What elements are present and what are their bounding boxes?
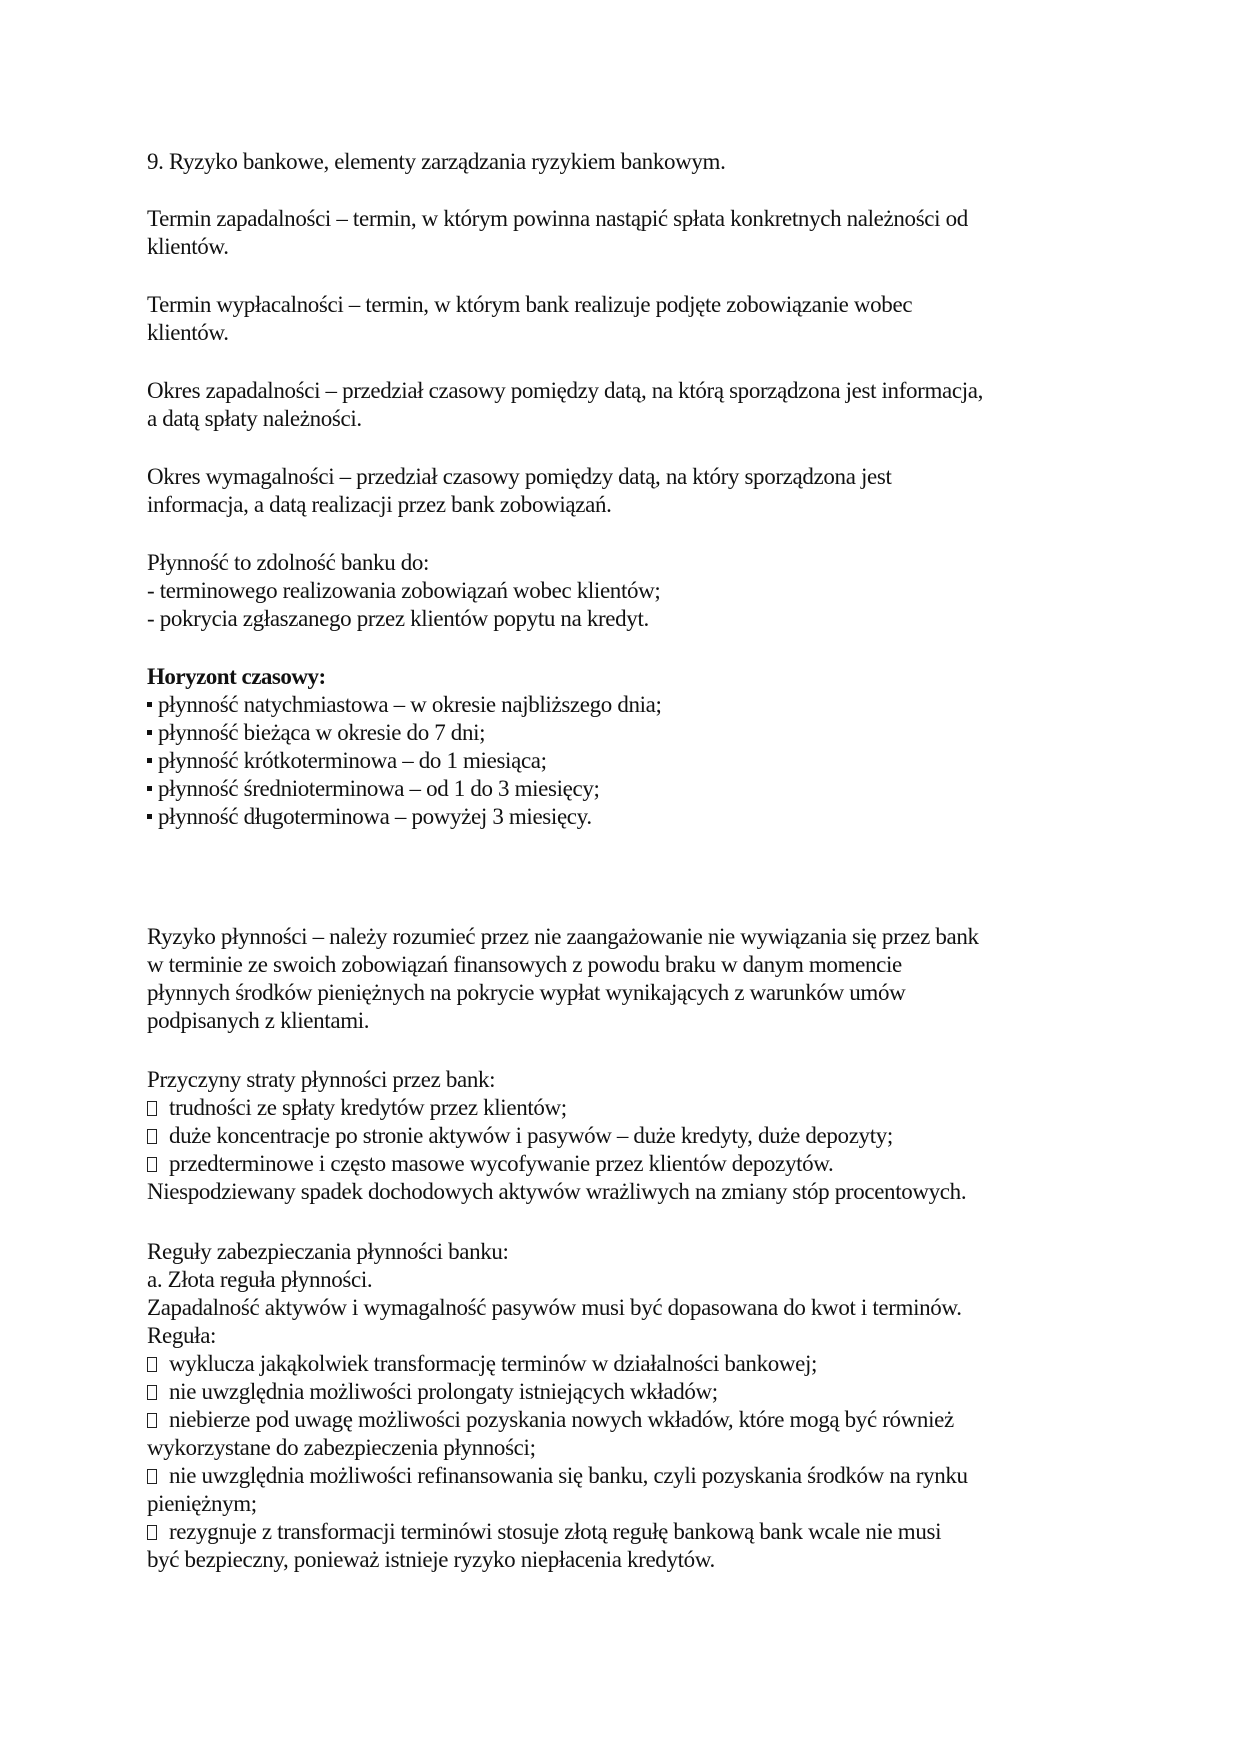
horizon-item xyxy=(147,775,600,803)
rule-item xyxy=(147,1462,968,1490)
checkbox-bullet-icon xyxy=(147,1469,157,1484)
rule-item-text: rezygnuje z transformacji terminówi stosuje złotą regułę bankową bank wcale nie musi xyxy=(169,1519,942,1544)
checkbox-bullet-icon xyxy=(147,1525,157,1540)
rules-subheading: a. Złota reguła płynności. xyxy=(147,1267,373,1292)
definition-line: a datą spłaty należności. xyxy=(147,406,362,431)
liquidity-risk-line: Ryzyko płynności – należy rozumieć przez nie zaangażowanie nie wywiązania się przez bank xyxy=(147,924,979,949)
liquidity-intro: Płynność to zdolność banku do: xyxy=(147,550,430,575)
liquidity-item: - terminowego realizowania zobowiązań wobec klientów; xyxy=(147,578,661,603)
liquidity-risk-line: podpisanych z klientami. xyxy=(147,1008,370,1033)
rules-intro: Reguły zabezpieczania płynności banku: xyxy=(147,1239,509,1264)
horizon-item-text: płynność krótkoterminowa – do 1 miesiąca; xyxy=(158,748,547,773)
document-title: 9. Ryzyko bankowe, elementy zarządzania ryzykiem bankowym. xyxy=(147,149,726,174)
causes-item-text: trudności ze spłaty kredytów przez klientów; xyxy=(169,1095,567,1120)
bullet-icon xyxy=(147,786,152,791)
rule-item-continuation: pieniężnym; xyxy=(147,1491,257,1516)
rule-item-text: niebierze pod uwagę możliwości pozyskania nowych wkładów, które mogą być również xyxy=(169,1407,954,1432)
causes-item xyxy=(147,1150,833,1178)
horizon-item xyxy=(147,747,547,775)
horizon-item xyxy=(147,691,662,719)
rule-item-text: wyklucza jakąkolwiek transformację terminów w działalności bankowej; xyxy=(169,1351,818,1376)
rule-item-continuation: wykorzystane do zabezpieczenia płynności; xyxy=(147,1435,536,1460)
definition-line: klientów. xyxy=(147,320,229,345)
causes-item xyxy=(147,1122,893,1150)
horizon-item-text: płynność natychmiastowa – w okresie najbliższego dnia; xyxy=(158,692,662,717)
liquidity-risk-line: w terminie ze swoich zobowiązań finansowych z powodu braku w danym momencie xyxy=(147,952,902,977)
horizon-item xyxy=(147,719,485,747)
bullet-icon xyxy=(147,758,152,763)
bullet-icon xyxy=(147,730,152,735)
rule-item xyxy=(147,1378,718,1406)
horizon-heading: Horyzont czasowy: xyxy=(147,664,326,689)
rules-label: Reguła: xyxy=(147,1323,217,1348)
rule-item xyxy=(147,1350,817,1378)
definition-line: Okres wymagalności – przedział czasowy pomiędzy datą, na który sporządzona jest xyxy=(147,464,892,489)
causes-extra: Niespodziewany spadek dochodowych aktywów wrażliwych na zmiany stóp procentowych. xyxy=(147,1179,967,1204)
liquidity-risk-line: płynnych środków pieniężnych na pokrycie wypłat wynikających z warunków umów xyxy=(147,980,906,1005)
definition-line: Termin wypłacalności – termin, w którym bank realizuje podjęte zobowiązanie wobec xyxy=(147,292,913,317)
causes-item-text: przedterminowe i często masowe wycofywanie przez klientów depozytów. xyxy=(169,1151,834,1176)
bullet-icon xyxy=(147,702,152,707)
rules-statement: Zapadalność aktywów i wymagalność pasywów musi być dopasowana do kwot i terminów. xyxy=(147,1295,962,1320)
rule-item xyxy=(147,1406,954,1434)
checkbox-bullet-icon xyxy=(147,1157,157,1172)
liquidity-item: - pokrycia zgłaszanego przez klientów popytu na kredyt. xyxy=(147,606,649,631)
causes-item-text: duże koncentracje po stronie aktywów i pasywów – duże kredyty, duże depozyty; xyxy=(169,1123,893,1148)
definition-line: klientów. xyxy=(147,234,229,259)
rule-item-continuation: być bezpieczny, ponieważ istnieje ryzyko niepłacenia kredytów. xyxy=(147,1547,715,1572)
bullet-icon xyxy=(147,814,152,819)
checkbox-bullet-icon xyxy=(147,1357,157,1372)
definition-line: informacja, a datą realizacji przez bank zobowiązań. xyxy=(147,492,612,517)
checkbox-bullet-icon xyxy=(147,1413,157,1428)
horizon-item-text: płynność długoterminowa – powyżej 3 miesięcy. xyxy=(158,804,592,829)
horizon-item-text: płynność średnioterminowa – od 1 do 3 miesięcy; xyxy=(158,776,600,801)
checkbox-bullet-icon xyxy=(147,1101,157,1116)
rule-item-text: nie uwzględnia możliwości prolongaty istniejących wkładów; xyxy=(169,1379,718,1404)
rule-item-text: nie uwzględnia możliwości refinansowania się banku, czyli pozyskania środków na rynku xyxy=(169,1463,968,1488)
horizon-item-text: płynność bieżąca w okresie do 7 dni; xyxy=(158,720,486,745)
causes-intro: Przyczyny straty płynności przez bank: xyxy=(147,1067,496,1092)
horizon-item xyxy=(147,803,592,831)
checkbox-bullet-icon xyxy=(147,1385,157,1400)
definition-line: Okres zapadalności – przedział czasowy pomiędzy datą, na którą sporządzona jest informacja, xyxy=(147,378,984,403)
rule-item xyxy=(147,1518,941,1546)
causes-item xyxy=(147,1094,567,1122)
definition-line: Termin zapadalności – termin, w którym powinna nastąpić spłata konkretnych należności od xyxy=(147,206,968,231)
checkbox-bullet-icon xyxy=(147,1129,157,1144)
